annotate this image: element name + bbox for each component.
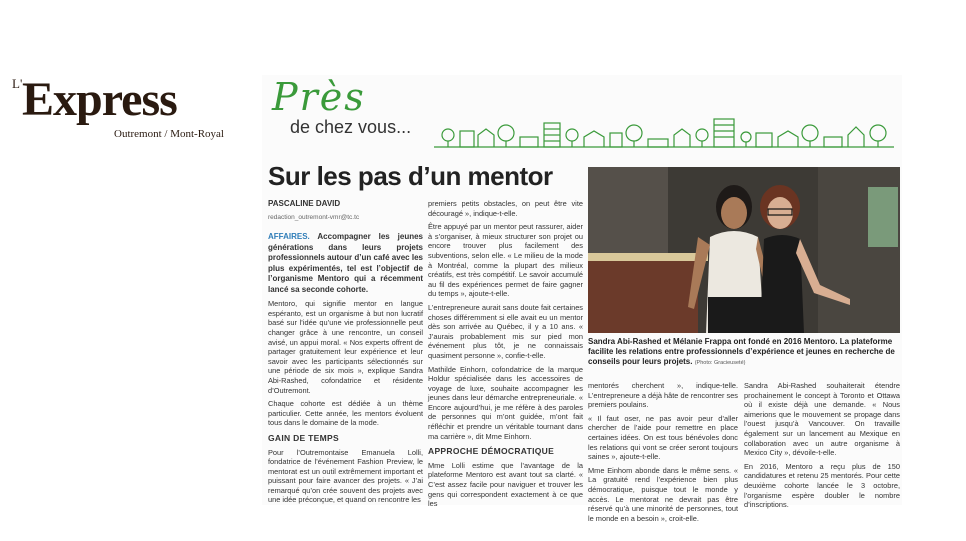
paragraph: mentorés cherchent », indique-telle. L’entrepreneure a déjà hâte de rencontrer ses premiers poulains. [588,381,738,410]
author-name: PASCALINE DAVID [268,199,341,208]
article-column-4 [744,381,900,514]
paragraph: premiers petits obstacles, on peut être vite découragé », indique-t-elle. [428,199,583,218]
subheading: APPROCHE DÉMOCRATIQUE [428,446,555,457]
paragraph: Mentoro, qui signifie mentor en langue espéranto, est un organisme à but non lucratif basé sur l’idée qu’une vie professionnelle peut changer grâce à une rencontre, un conseil avisé, un appui moral. « Nos experts offrent de partager gratuitement leur expérience et leur savoir avec les participants sélectionnés sur une période de six mois », explique Sandra Abi-Rashed, cofondatrice et résidente d’Outremont. [268,299,423,395]
paragraph: « Il faut oser, ne pas avoir peur d’aller chercher de l’aide pour remettre en place certaines idées. On est tous bénévoles donc les relations qui vont se créer seront toujours saines », ajoute-t-elle. [588,413,738,462]
photo-credit: (Photo: Gracieuseté) [694,360,746,366]
logo-apostrophe: L' [12,76,23,91]
paragraph: Chaque cohorte est dédiée à un thème particulier. Cette année, les mentors évoluent tous dans le domaine de la mode. [268,399,423,428]
paragraph: Mme Einhom abonde dans le même sens. « La gratuité rend l’expérience bien plus démocratique, puisque tout le monde y accès. Le mentorat ne devrait pas être réservé qu’à une minorité de personnes, tout le monde en a besoin », croit-elle. [588,465,738,523]
paragraph: Mme Lolli estime que l’avantage de la plateforme Mentoro est avant tout sa clarté. « C’est assez facile pour naviguer et trouver les gens qui correspondent exactement à ce que les [428,460,583,509]
paragraph: L’entrepreneure aurait sans doute fait certaines choses différemment si elle avait eu un mentor dès son arrivée au Québec, il y a 10 ans. « J’aurais probablement mis sur pied mon événement plus tôt, je ne connaissais quasiment personne », confie-t-elle. [428,302,583,360]
article-column-2 [428,199,583,513]
founders-photo [588,167,900,333]
paragraph: Être appuyé par un mentor peut rassurer, aider à s’organiser, à mieux structurer son projet ou encore trouver plus facilement des subventions, selon elle. « Le milieu de la mode à Montréal, comme la plupart des milieux créatifs, est très compétitif. Le savoir accumulé au fil des expériences permet de faire gagner du temps », ajoute-t-elle. [428,222,583,299]
logo-region: Outremont / Mont-Royal [114,128,224,140]
city-skyline-icon [434,115,894,149]
subheading: GAIN DE TEMPS [268,432,339,443]
logo-name: Express [22,73,177,126]
article-kicker: AFFAIRES. [268,232,310,242]
paragraph: Mathilde Einhorn, cofondatrice de la marque Holdur spécialisée dans les accessoires de voyage de luxe, souhaite accompagner les jeunes dans leur démarche entrepreneuriale. « Encore aujourd’hui, je me réfère à des paroles de personnes qui m’ont guidée, m’ont fait réfléchir et prendre un véritable tournant dans ma carrière », dit Mme Einhorn. [428,364,583,441]
article-lead [268,232,423,295]
section-subtitle: de chez vous... [290,117,412,137]
paragraph: Pour l’Outremontaise Emanuela Lolli, fondatrice de l’événement Fashion Preview, le mentorat est un outil extrêmement important et puissant pour faire avancer des projets. « J’ai remarqué qu’on crée souvent des projets avec une idée préconçue, et quand on rencontre les [268,447,423,505]
article-column-1 [268,199,423,509]
author-email: redaction_outremont-vmr@tc.tc [268,213,360,221]
section-title: Près [272,75,366,119]
article-column-3 [588,381,738,527]
article-headline: Sur les pas d’un mentor [268,161,553,191]
paragraph: Sandra Abi-Rashed souhaiterait étendre prochainement le concept à Toronto et Ottawa où il existe déjà une demande. « Nous aimerions que le mouvement se propage dans l’ouest jusqu’à Vancouver. On travaille également sur un lancement au Mexique en collaboration avec un autre organisme à Mexico City », dévoile-t-elle. [744,381,900,458]
paragraph: En 2016, Mentoro a reçu plus de 150 candidatures et retenu 25 mentorés. Pour cette deuxième cohorte lancée le 3 octobre, l’organisme espère doubler le nombre d’inscriptions. [744,461,900,510]
photo-caption [588,337,900,368]
lead-text: Accompagner les jeunes générations dans leurs projets professionnels autour d’un café avec les plus expérimentés, tel est l’objectif de l’organisme Mentoro qui a récemment lancé sa seconde cohorte. [268,232,423,294]
caption-text: Sandra Abi-Rashed et Mélanie Frappa ont fondé en 2016 Mentoro. La plateforme facilite les relations entre professionnels d’expérience et jeunes en recherche de conseils pour leurs projets. [588,337,895,366]
newspaper-page [262,75,902,523]
